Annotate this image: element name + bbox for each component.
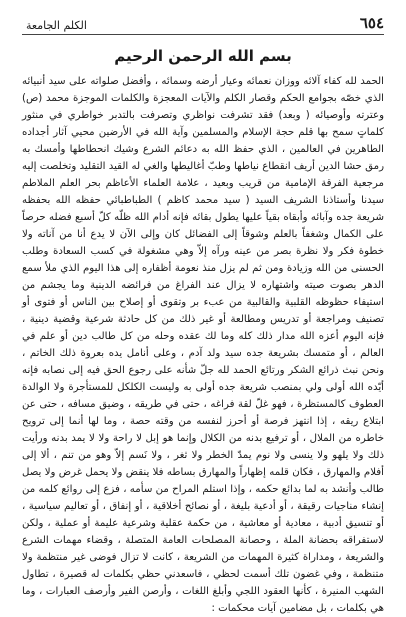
body-text	[22, 73, 384, 617]
book-page	[22, 10, 384, 614]
basmala-heading: بسم الله الرحمن الرحيم	[114, 47, 292, 65]
body-paragraph: الحمد لله كفاء آلائه ووزان نعمائه وعيار أرضه وسمائه ، وأفضل صلواته على سيد أنبيائه الذي خصّه بجوامع الحكم وقصار الكلم والآيات المعجزة والكلمات الموجزة محمد (ص) وعترته وأوصيائه ( وبعد) فقد تشرفت نواظري وتصرفت بالتدبر خواطري في منثور كلماتٍ سمح بها قلم حجة الإسلام والمسلمين وآية الله في الأرضين محيي آثار أجداده الطاهرين في العالمين ، الذي حفظ الله به دعائم الشرع وشيك انحطاطها وأمسك به رمق حشا الدين أريف انقطاع نياطها وطبّ أغاليطها والغي له القيد التقليد وتخلصت إليه مرجعية الفرقة الإمامية من قريب وبعيد ، علامة العلماء الأعاظم بحر العلم الملاطم سيدنا وأستاذنا الشريف السيد ( سيد محمد كاظم ) الطباطبائي حفظه الله بحفظه شريعة جده وآبائه وأبقاه بقياً عليها يطول بقائه فإنه أدام الله ظلّه كلّ أسبع فضله حرصاً على الكمال وشغفاً بالعلم وشوقاً إلى الفضائل كان وإلى الآن لا يدع أنا من آناته ولا خطوة فكر ولا نظرة بصر من عينه ورآه إلاّ وهي مشغولة في كسب السعادة وطلب الحسنى من الله وزيادة ومن ثم لم يزل منذ نعومة أظفاره إلى هذا اليوم الذي ملأ سمع الدهر بصوت صيته واشتهاره لا يزال عند الفراغ من فرائضه الدينية وما يجشم من استيفاء حظوظه القلبية والقالبية من عبء بر وتقوى أو إصلاح بين الناس أو فتوى أو تصنيف ومراجعة أو تدريس ومطالعة أو غير ذلك من كل حادثة شرعية وقضية دينية ، فإنه اليوم أعزه الله مدار ذلك كله وما لك عقده وحله من كل طالب دين أو علم في العالم ، أو متمسك بشريعة جده سيد ولد آدم ، وعلى أنامل يده بعروة ذلك الخاتم ، ونحن نبث ذرائع الشكر ورتائع الحمد لله جلّ شأنه على رجوع الحق فيه إلى نصابه فإنه أيّده الله أولى ولي بمنصب شريعة جده أولى به وليست الكلكل للمستأجرة ولا الوالدة العطوف كالمستظرة ، فهو غلّ لقة فراغه ، حتى في طريقه ، وضيق مسافه ، حتى عن ابتلاع ريقه ، إذا انتهز فرصة أو أحرز لنفسه من وقته حصة ، وما لها أنما إلى ترويح خاطره من الملال ، أو ترفيع بدنه من الكلال وإنما هو إبل لا راحة ولا لا يمد بدنه ورأيت ذلك ولا يلهو ولا ينسى ولا نوم يمدّ الخطر ولا ثغر ، ولا نَسم إلاّ وهو من تنم ، ألا إلى أفلام والمهارق ، فكان قلمه إظهاراً والمهارق بساطه فلا ينقض ولا يحمل غرض ولا يصل طالب وأنشد به لما بدائع حكمه ، وإذا استلم المراح من سأمه ، فزع إلى روائع كلمه من إنشاء مناجيات رقيقة ، أو أدعية بليغة ، أو نصائح أخلاقية ، أو إنفاق ، أو تعاليم سياسية ، أو تنسيق أدبية ، معادية أو معاشية ، من حكمة عقلية وشرعية عليمة أو عملية ، ولكن لاستفراقه بحضانة الملة ، وحصانة المصلحات العامة المتصلة ، وقضاء مهمات الشرع والشريعة ، ومداراة كثيرة المهمات من الشريعة ، كانت لا تزال فوضى غير منتظمة ولا متنظمة ، وفي غضون تلك أسمت لحظي ، فاسعدني حظي بكلمات له قصيرة ، تطاول الشهب المنيرة ، كأنها العقود اللجي وأبلغ اللغات ، وأرصن الفير وأرصف العبارات ، وما هي بكلمات ، بل مضامين آيات محكمات :	[22, 76, 384, 614]
page-number: ٦٥٤	[359, 14, 384, 32]
page-header	[22, 10, 384, 35]
running-title: الكلم الجامعة	[26, 19, 87, 32]
